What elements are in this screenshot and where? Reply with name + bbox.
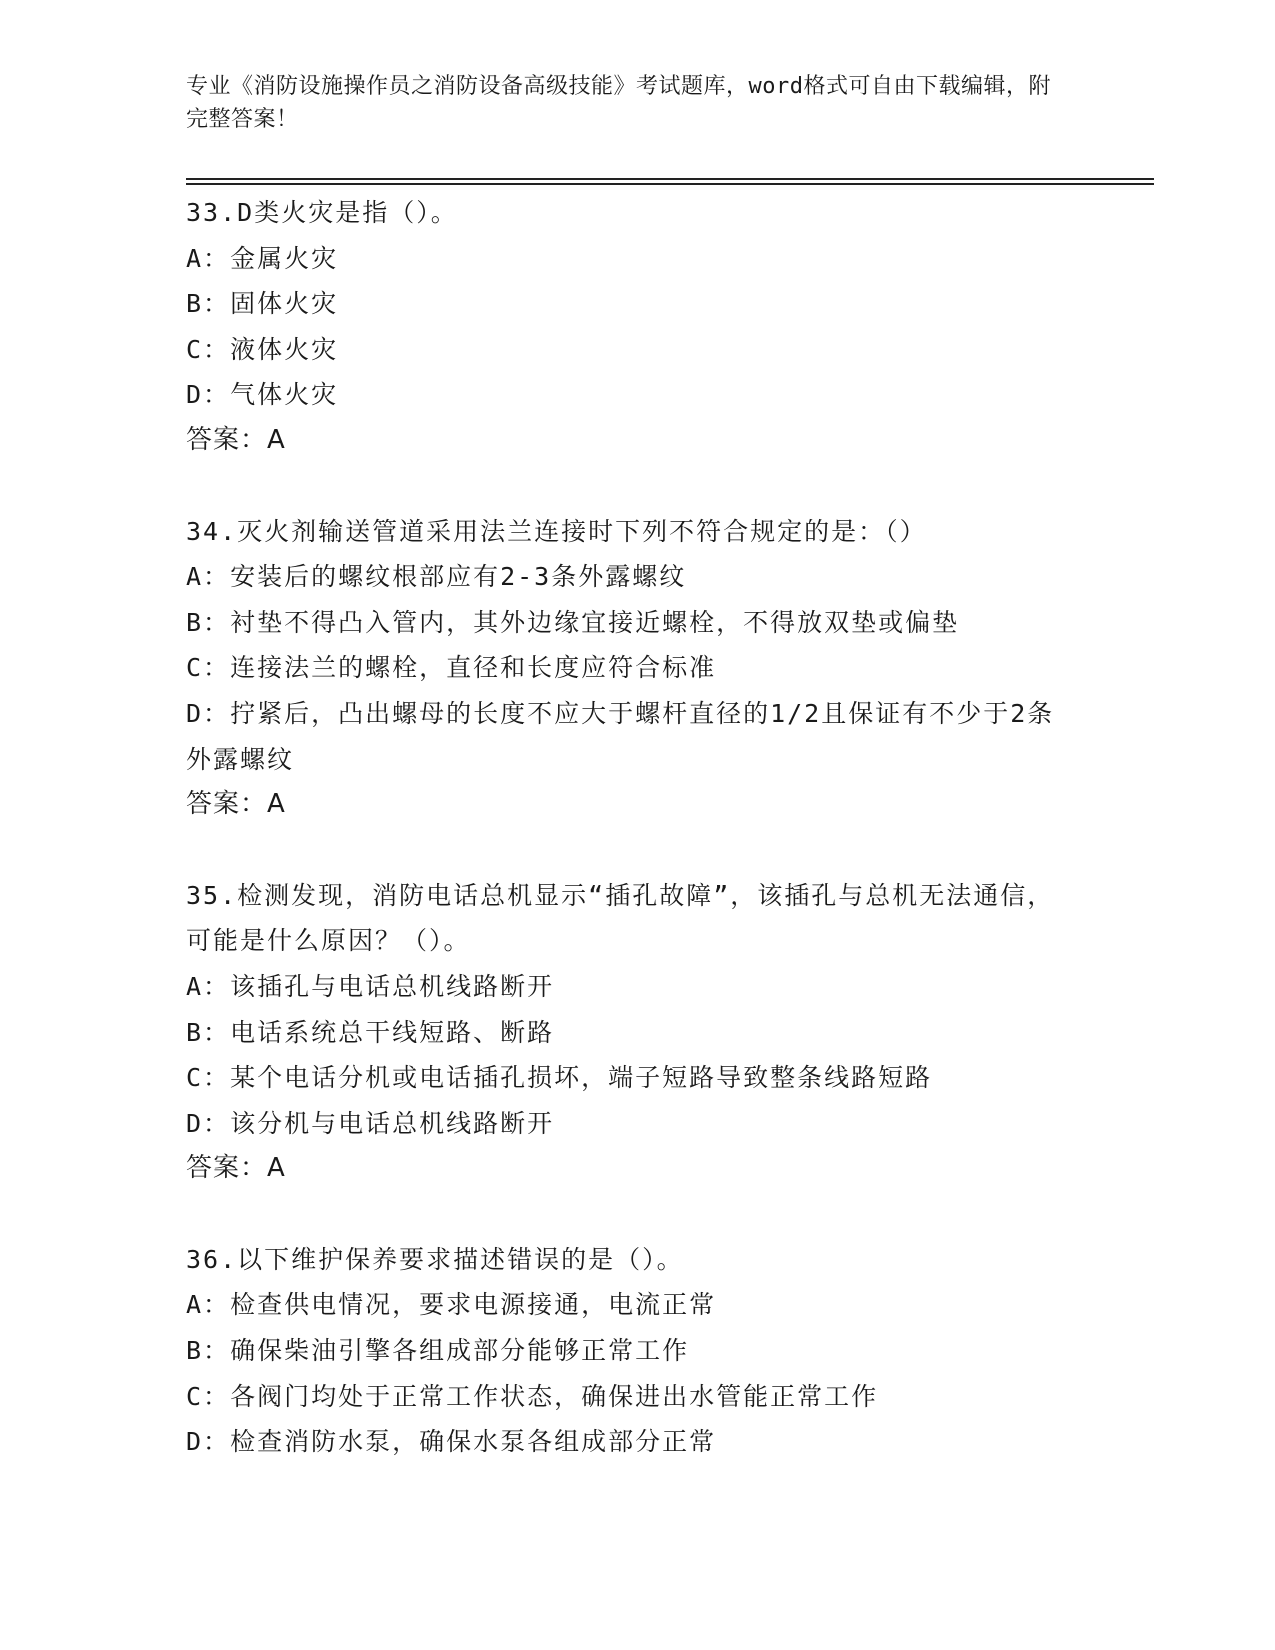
option-b — [186, 1010, 1076, 1056]
option-text: 电话系统总干线短路、断路 — [230, 1017, 555, 1047]
option-b — [186, 600, 1076, 646]
question-36 — [186, 1237, 1076, 1465]
header-divider-top — [186, 178, 1154, 180]
option-text: 该分机与电话总机线路断开 — [230, 1108, 555, 1138]
option-text: 该插孔与电话总机线路断开 — [230, 971, 555, 1001]
option-label: D： — [186, 1427, 231, 1457]
option-label: C： — [186, 1063, 231, 1093]
option-text: 金属火灾 — [230, 243, 339, 273]
question-33 — [186, 190, 1076, 464]
question-text: 36.以下维护保养要求描述错误的是（）。 — [186, 1244, 684, 1274]
option-label: A： — [186, 971, 231, 1001]
option-label: A： — [186, 243, 231, 273]
option-text: 气体火灾 — [230, 380, 339, 410]
option-text: 液体火灾 — [230, 334, 339, 364]
option-c — [186, 327, 1076, 373]
option-text: 确保柴油引擎各组成部分能够正常工作 — [230, 1336, 690, 1366]
question-text: 33.D类火灾是指（）。 — [186, 198, 458, 227]
document-header: 专业《消防设施操作员之消防设备高级技能》考试题库，word格式可自由下载编辑，附完整答案！ — [186, 74, 1051, 132]
question-text: 34.灭火剂输送管道采用法兰连接时下列不符合规定的是：（） — [186, 516, 927, 546]
option-d — [186, 372, 1076, 418]
option-label: B： — [186, 1017, 231, 1047]
option-a — [186, 236, 1076, 282]
option-text: 某个电话分机或电话插孔损坏，端子短路导致整条线路短路 — [230, 1063, 933, 1093]
option-a — [186, 964, 1076, 1010]
option-label: A： — [186, 1290, 231, 1320]
option-c — [186, 1374, 1076, 1420]
option-label: C： — [186, 334, 231, 364]
option-label: A： — [186, 562, 231, 592]
option-text: 衬垫不得凸入管内，其外边缘宜接近螺栓，不得放双垫或偏垫 — [230, 607, 960, 637]
header-divider-bottom — [186, 183, 1154, 185]
question-34 — [186, 509, 1076, 828]
option-a — [186, 1282, 1076, 1328]
option-text: 连接法兰的螺栓，直径和长度应符合标准 — [230, 653, 717, 683]
option-a — [186, 554, 1076, 600]
option-label: C： — [186, 653, 231, 683]
option-label: B： — [186, 1336, 231, 1366]
option-d — [186, 1419, 1076, 1465]
option-label: D： — [186, 380, 231, 410]
option-label: D： — [186, 1108, 231, 1138]
answer: 答案：A — [186, 1153, 286, 1184]
answer: 答案：A — [186, 424, 286, 455]
option-text: 固体火灾 — [230, 289, 339, 319]
option-text: 拧紧后，凸出螺母的长度不应大于螺杆直径的1/2且保证有不少于2条外露螺纹 — [186, 698, 1055, 774]
option-label: B： — [186, 607, 231, 637]
answer: 答案：A — [186, 789, 286, 820]
option-text: 检查供电情况，要求电源接通，电流正常 — [230, 1290, 717, 1320]
option-c — [186, 1055, 1076, 1101]
question-list — [186, 190, 1076, 1510]
option-label: C： — [186, 1381, 231, 1411]
option-text: 检查消防水泵，确保水泵各组成部分正常 — [230, 1427, 717, 1457]
option-d — [186, 691, 1076, 782]
option-label: B： — [186, 289, 231, 319]
question-text: 35.检测发现，消防电话总机显示“插孔故障”，该插孔与总机无法通信，可能是什么原因？（）。 — [186, 880, 1055, 956]
question-35 — [186, 873, 1076, 1192]
option-text: 各阀门均处于正常工作状态，确保进出水管能正常工作 — [230, 1381, 879, 1411]
option-d — [186, 1101, 1076, 1147]
option-text: 安装后的螺纹根部应有2-3条外露螺纹 — [230, 562, 687, 592]
option-b — [186, 1328, 1076, 1374]
option-b — [186, 281, 1076, 327]
option-c — [186, 645, 1076, 691]
option-label: D： — [186, 698, 231, 728]
